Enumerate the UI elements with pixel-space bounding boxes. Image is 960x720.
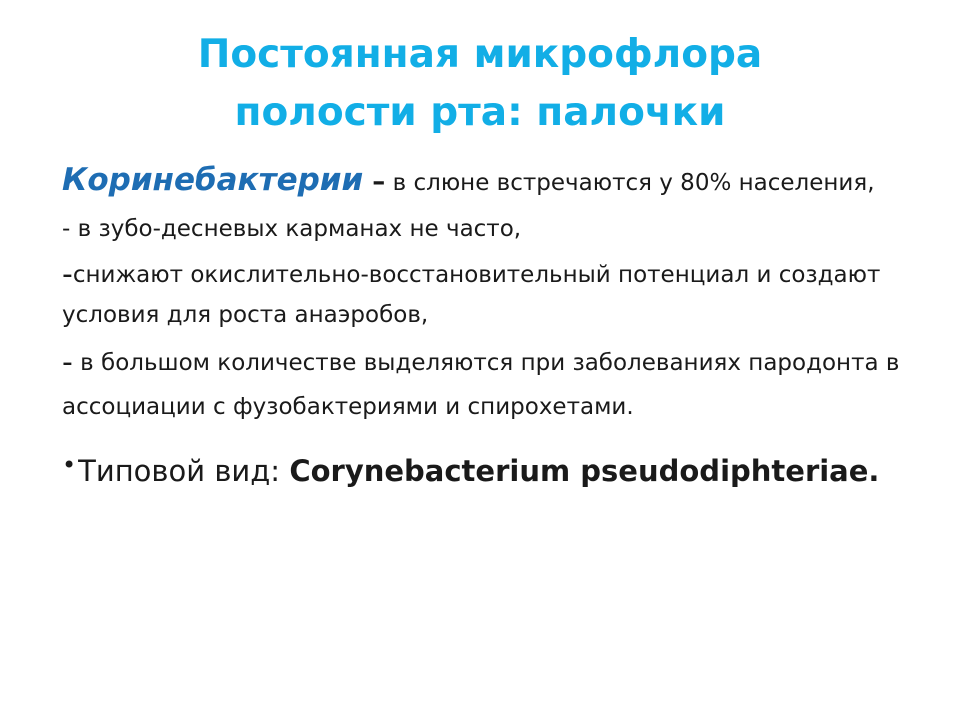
slide-title [60,26,900,142]
paragraph-3-text: снижают окислительно-восстановительный потенциал и создают условия для роста анаэробов, [62,262,881,328]
term-corynebacteria: Коринебактерии [62,162,364,198]
paragraph-corynebacteria [62,160,912,203]
term-dash: – [363,167,386,197]
slide-title-line-2: полости рта: палочки [234,90,726,135]
paragraph-4-text: в большом количестве выделяются при заболеваниях пародонта в ассоциации с фузобактериями и спирохетами. [62,350,900,420]
bullet-icon: • [62,451,77,479]
paragraph-redox-potential [62,255,912,335]
slide-body [62,160,912,497]
paragraph-4-dash: - [62,345,73,380]
paragraph-type-species [62,439,912,497]
type-species-name: Corynebacterium pseudodiphteriae. [289,454,880,488]
paragraph-gum-pockets: - в зубо-десневых карманах не часто, [62,216,522,242]
paragraph-periodontal-diseases [62,341,912,429]
paragraph-3-dash: - [62,257,73,292]
slide-title-line-1: Постоянная микрофлора [197,32,763,77]
paragraph-1-text: в слюне встречаются у 80% населения, [385,170,875,196]
type-species-label: Типовой вид: [78,454,290,488]
